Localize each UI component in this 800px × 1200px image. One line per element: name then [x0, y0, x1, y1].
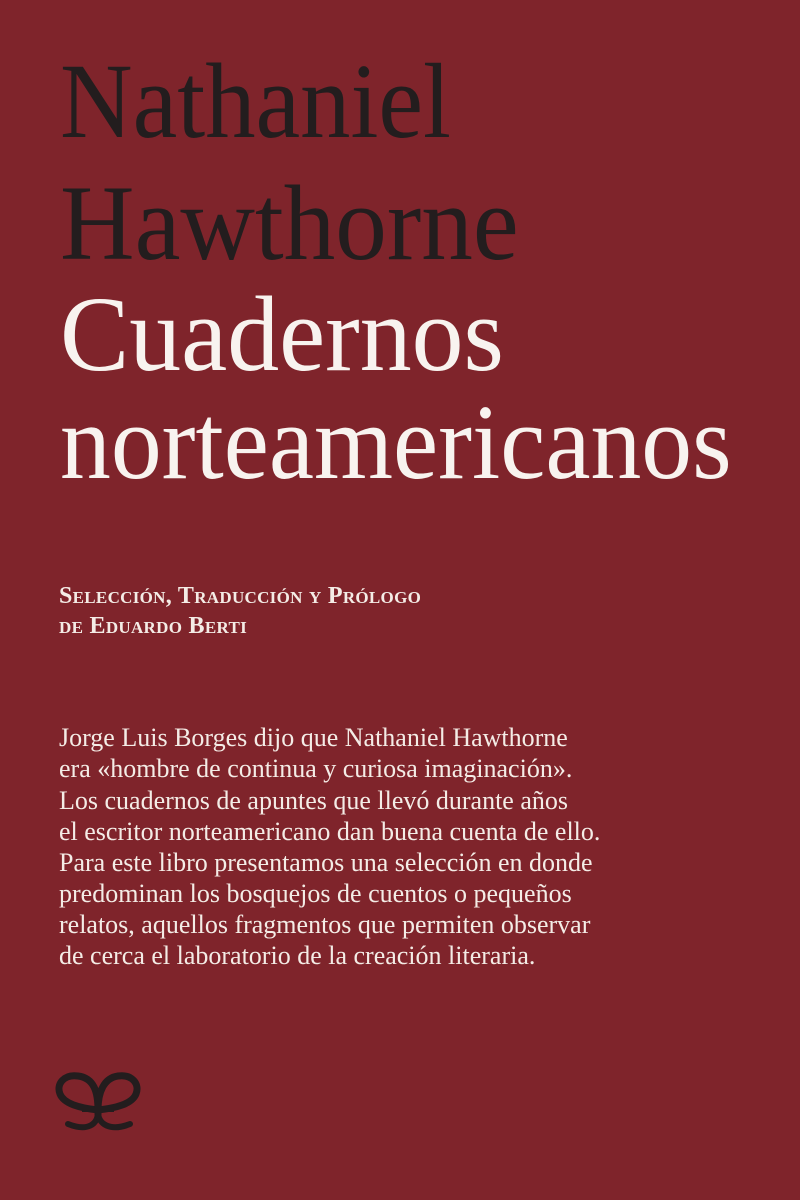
blurb-line-5: Para este libro presentamos una selección en donde	[59, 848, 593, 877]
blurb-line-8: de cerca el laboratorio de la creación literaria.	[59, 941, 536, 970]
blurb-line-1: Jorge Luis Borges dijo que Nathaniel Hawthorne	[59, 723, 568, 752]
epublibre-logo-icon	[54, 1072, 142, 1138]
blurb-line-2: era «hombre de continua y curiosa imaginación».	[59, 754, 573, 783]
credits-line-2: de Eduardo Berti	[59, 613, 248, 639]
blurb-line-4: el escritor norteamericano dan buena cuenta de ello.	[59, 817, 601, 846]
book-title-line-2: norteamericanos	[60, 384, 732, 502]
author-name-line-2: Hawthorne	[60, 165, 519, 283]
credits-line-1: Selección, Traducción y Prólogo	[59, 583, 422, 609]
blurb-line-7: relatos, aquellos fragmentos que permiten observar	[59, 910, 591, 939]
book-title-line-1: Cuadernos	[60, 276, 504, 394]
author-name-line-1: Nathaniel	[60, 43, 451, 161]
blurb-line-6: predominan los bosquejos de cuentos o pequeños	[59, 879, 572, 908]
blurb-line-3: Los cuadernos de apuntes que llevó durante años	[59, 786, 569, 815]
